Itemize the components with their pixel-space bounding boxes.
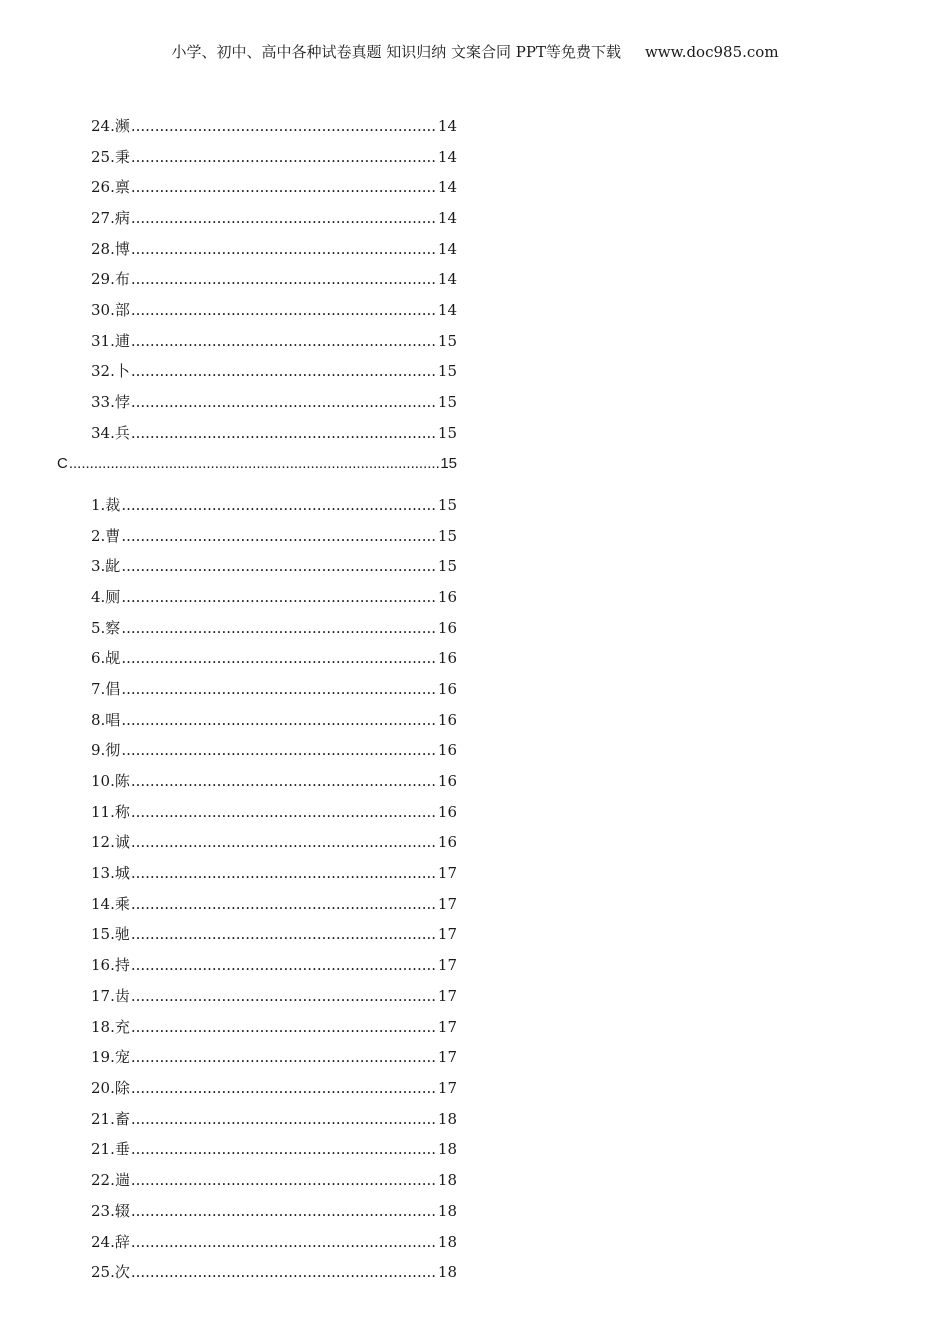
dot-leader — [131, 1016, 437, 1038]
toc-section-c[interactable]: C ..... 15 — [57, 453, 457, 475]
dot-leader — [121, 525, 437, 547]
dot-leader — [131, 770, 437, 792]
dot-leader — [121, 709, 437, 731]
dot-leader — [121, 555, 437, 577]
toc-entry[interactable]: 21.垂 ..... 18 — [91, 1138, 457, 1160]
toc-entry[interactable]: 28.博 ..... 14 — [91, 238, 457, 260]
dot-leader — [131, 268, 437, 290]
dot-leader — [131, 299, 437, 321]
header-text: 小学、初中、高中各种试卷真题 知识归纳 文案合同 PPT等免费下载 — [171, 43, 621, 61]
toc-entry[interactable]: 13.城 ..... 17 — [91, 862, 457, 884]
dot-leader — [131, 391, 437, 413]
toc-entry[interactable]: 32.卜 ..... 15 — [91, 360, 457, 382]
dot-leader — [131, 862, 437, 884]
page-header — [0, 41, 950, 62]
dot-leader — [131, 985, 437, 1007]
toc-entry[interactable]: 30.部 ..... 14 — [91, 299, 457, 321]
toc-entry[interactable]: 17.齿 ..... 17 — [91, 985, 457, 1007]
toc-entry[interactable]: 3.龀 ..... 15 — [91, 555, 457, 577]
toc-entry[interactable]: 8.唱 ..... 16 — [91, 709, 457, 731]
toc-entry[interactable]: 31.逋 ..... 15 — [91, 330, 457, 352]
toc-entry[interactable]: 26.禀 ..... 14 — [91, 176, 457, 198]
toc-entry[interactable]: 16.持 ..... 17 — [91, 954, 457, 976]
toc-entry[interactable]: 25.秉 ..... 14 — [91, 146, 457, 168]
toc-entry[interactable]: 23.辍 ..... 18 — [91, 1200, 457, 1222]
toc-entry[interactable]: 29.布 ..... 14 — [91, 268, 457, 290]
dot-leader — [131, 115, 437, 137]
dot-leader — [121, 647, 437, 669]
dot-leader — [131, 1200, 437, 1222]
toc-entry[interactable]: 14.乘 ..... 17 — [91, 893, 457, 915]
dot-leader — [131, 238, 437, 260]
toc-entry[interactable]: 24.濒 ..... 14 — [91, 115, 457, 137]
dot-leader — [131, 1138, 437, 1160]
header-site: www.doc985.com — [644, 43, 779, 61]
toc-entry[interactable]: 7.倡 ..... 16 — [91, 678, 457, 700]
toc-entry[interactable]: 21.畜 ..... 18 — [91, 1108, 457, 1130]
dot-leader — [131, 954, 437, 976]
toc-entry[interactable]: 11.称 ..... 16 — [91, 801, 457, 823]
toc-entry[interactable]: 12.诚 ..... 16 — [91, 831, 457, 853]
toc-entry[interactable]: 34.兵 ..... 15 — [91, 422, 457, 444]
dot-leader — [121, 739, 437, 761]
dot-leader — [131, 176, 437, 198]
toc-entry[interactable]: 4.厕 ..... 16 — [91, 586, 457, 608]
dot-leader — [131, 831, 437, 853]
dot-leader — [131, 1261, 437, 1283]
dot-leader — [121, 617, 437, 639]
dot-leader — [131, 330, 437, 352]
dot-leader — [121, 586, 437, 608]
dot-leader — [121, 678, 437, 700]
toc-entry[interactable]: 24.辞 ..... 18 — [91, 1231, 457, 1253]
toc-entry[interactable]: 18.充 ..... 17 — [91, 1016, 457, 1038]
toc-entry[interactable]: 15.驰 ..... 17 — [91, 923, 457, 945]
toc-entry[interactable]: 2.曹 ..... 15 — [91, 525, 457, 547]
dot-leader — [131, 893, 437, 915]
toc-entry[interactable]: 19.宠 ..... 17 — [91, 1046, 457, 1068]
toc-entry[interactable]: 9.彻 ..... 16 — [91, 739, 457, 761]
dot-leader — [131, 207, 437, 229]
dot-leader — [131, 1231, 437, 1253]
dot-leader — [131, 146, 437, 168]
toc-entry[interactable]: 25.次 ..... 18 — [91, 1261, 457, 1283]
dot-leader — [131, 923, 437, 945]
dot-leader — [131, 422, 437, 444]
toc-entry[interactable]: 33.悖 ..... 15 — [91, 391, 457, 413]
toc-entry[interactable]: 1.裁 ..... 15 — [91, 494, 457, 516]
toc-entry[interactable]: 5.察 ..... 16 — [91, 617, 457, 639]
toc-entry[interactable]: 20.除 ..... 17 — [91, 1077, 457, 1099]
dot-leader — [131, 1169, 437, 1191]
toc-entry[interactable]: 22.遄 ..... 18 — [91, 1169, 457, 1191]
dot-leader — [131, 1046, 437, 1068]
toc-entry[interactable]: 27.病 ..... 14 — [91, 207, 457, 229]
toc-entry[interactable]: 6.觇 ..... 16 — [91, 647, 457, 669]
dot-leader — [131, 1077, 437, 1099]
dot-leader — [69, 453, 439, 475]
dot-leader — [131, 360, 437, 382]
dot-leader — [131, 1108, 437, 1130]
dot-leader — [131, 801, 437, 823]
dot-leader — [121, 494, 437, 516]
toc-entry[interactable]: 10.陈 ..... 16 — [91, 770, 457, 792]
